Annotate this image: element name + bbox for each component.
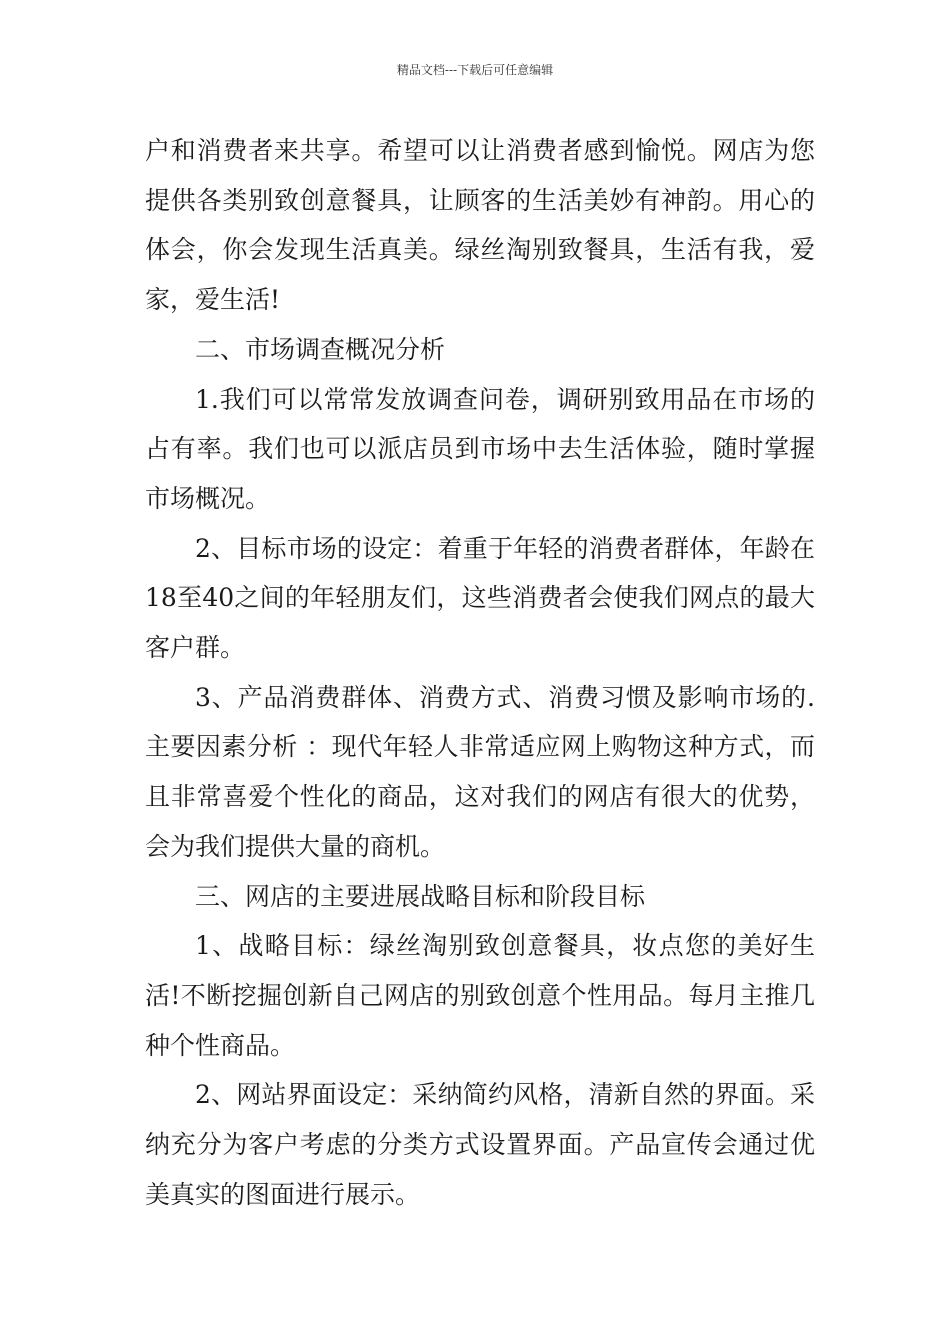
paragraph-continuation: 户和消费者来共享。希望可以让消费者感到愉悦。网店为您提供各类别致创意餐具，让顾客的生活美妙有神韵。用心的体会，你会发现生活真美。绿丝淘别致餐具，生活有我，爱家，爱生活! bbox=[145, 136, 815, 315]
paragraph-strategy-goal: 1、战略目标：绿丝淘别致创意餐具，妆点您的美好生活!不断挖掘创新自己网店的别致创意个性用品。每月主推几种个性商品。 bbox=[145, 931, 815, 1060]
page-header: 精品文档---下载后可任意编辑 bbox=[396, 63, 554, 77]
document-body bbox=[145, 126, 815, 1219]
paragraph-consumer-analysis: 3、产品消费群体、消费方式、消费习惯及影响市场的.主要因素分析 ：现代年轻人非常适应网上购物这种方式，而且非常喜爱个性化的商品，这对我们的网店有很大的优势，会为我们提供大量的商机。 bbox=[145, 682, 815, 861]
section-heading-strategy: 三、网店的主要进展战略目标和阶段目标 bbox=[195, 881, 646, 911]
paragraph-target-market: 2、目标市场的设定：着重于年轻的消费者群体，年龄在18至40之间的年轻朋友们，这些消费者会使我们网点的最大客户群。 bbox=[145, 533, 815, 663]
paragraph-survey-item-1: 1.我们可以常常发放调查问卷，调研别致用品在市场的占有率。我们也可以派店员到市场中去生活体验，随时掌握市场概况。 bbox=[145, 384, 815, 513]
section-heading-market-survey: 二、市场调查概况分析 bbox=[195, 334, 446, 364]
paragraph-site-interface: 2、网站界面设定：采纳简约风格，清新自然的界面。采纳充分为客户考虑的分类方式设置界面。产品宣传会通过优美真实的图面进行展示。 bbox=[145, 1080, 815, 1209]
